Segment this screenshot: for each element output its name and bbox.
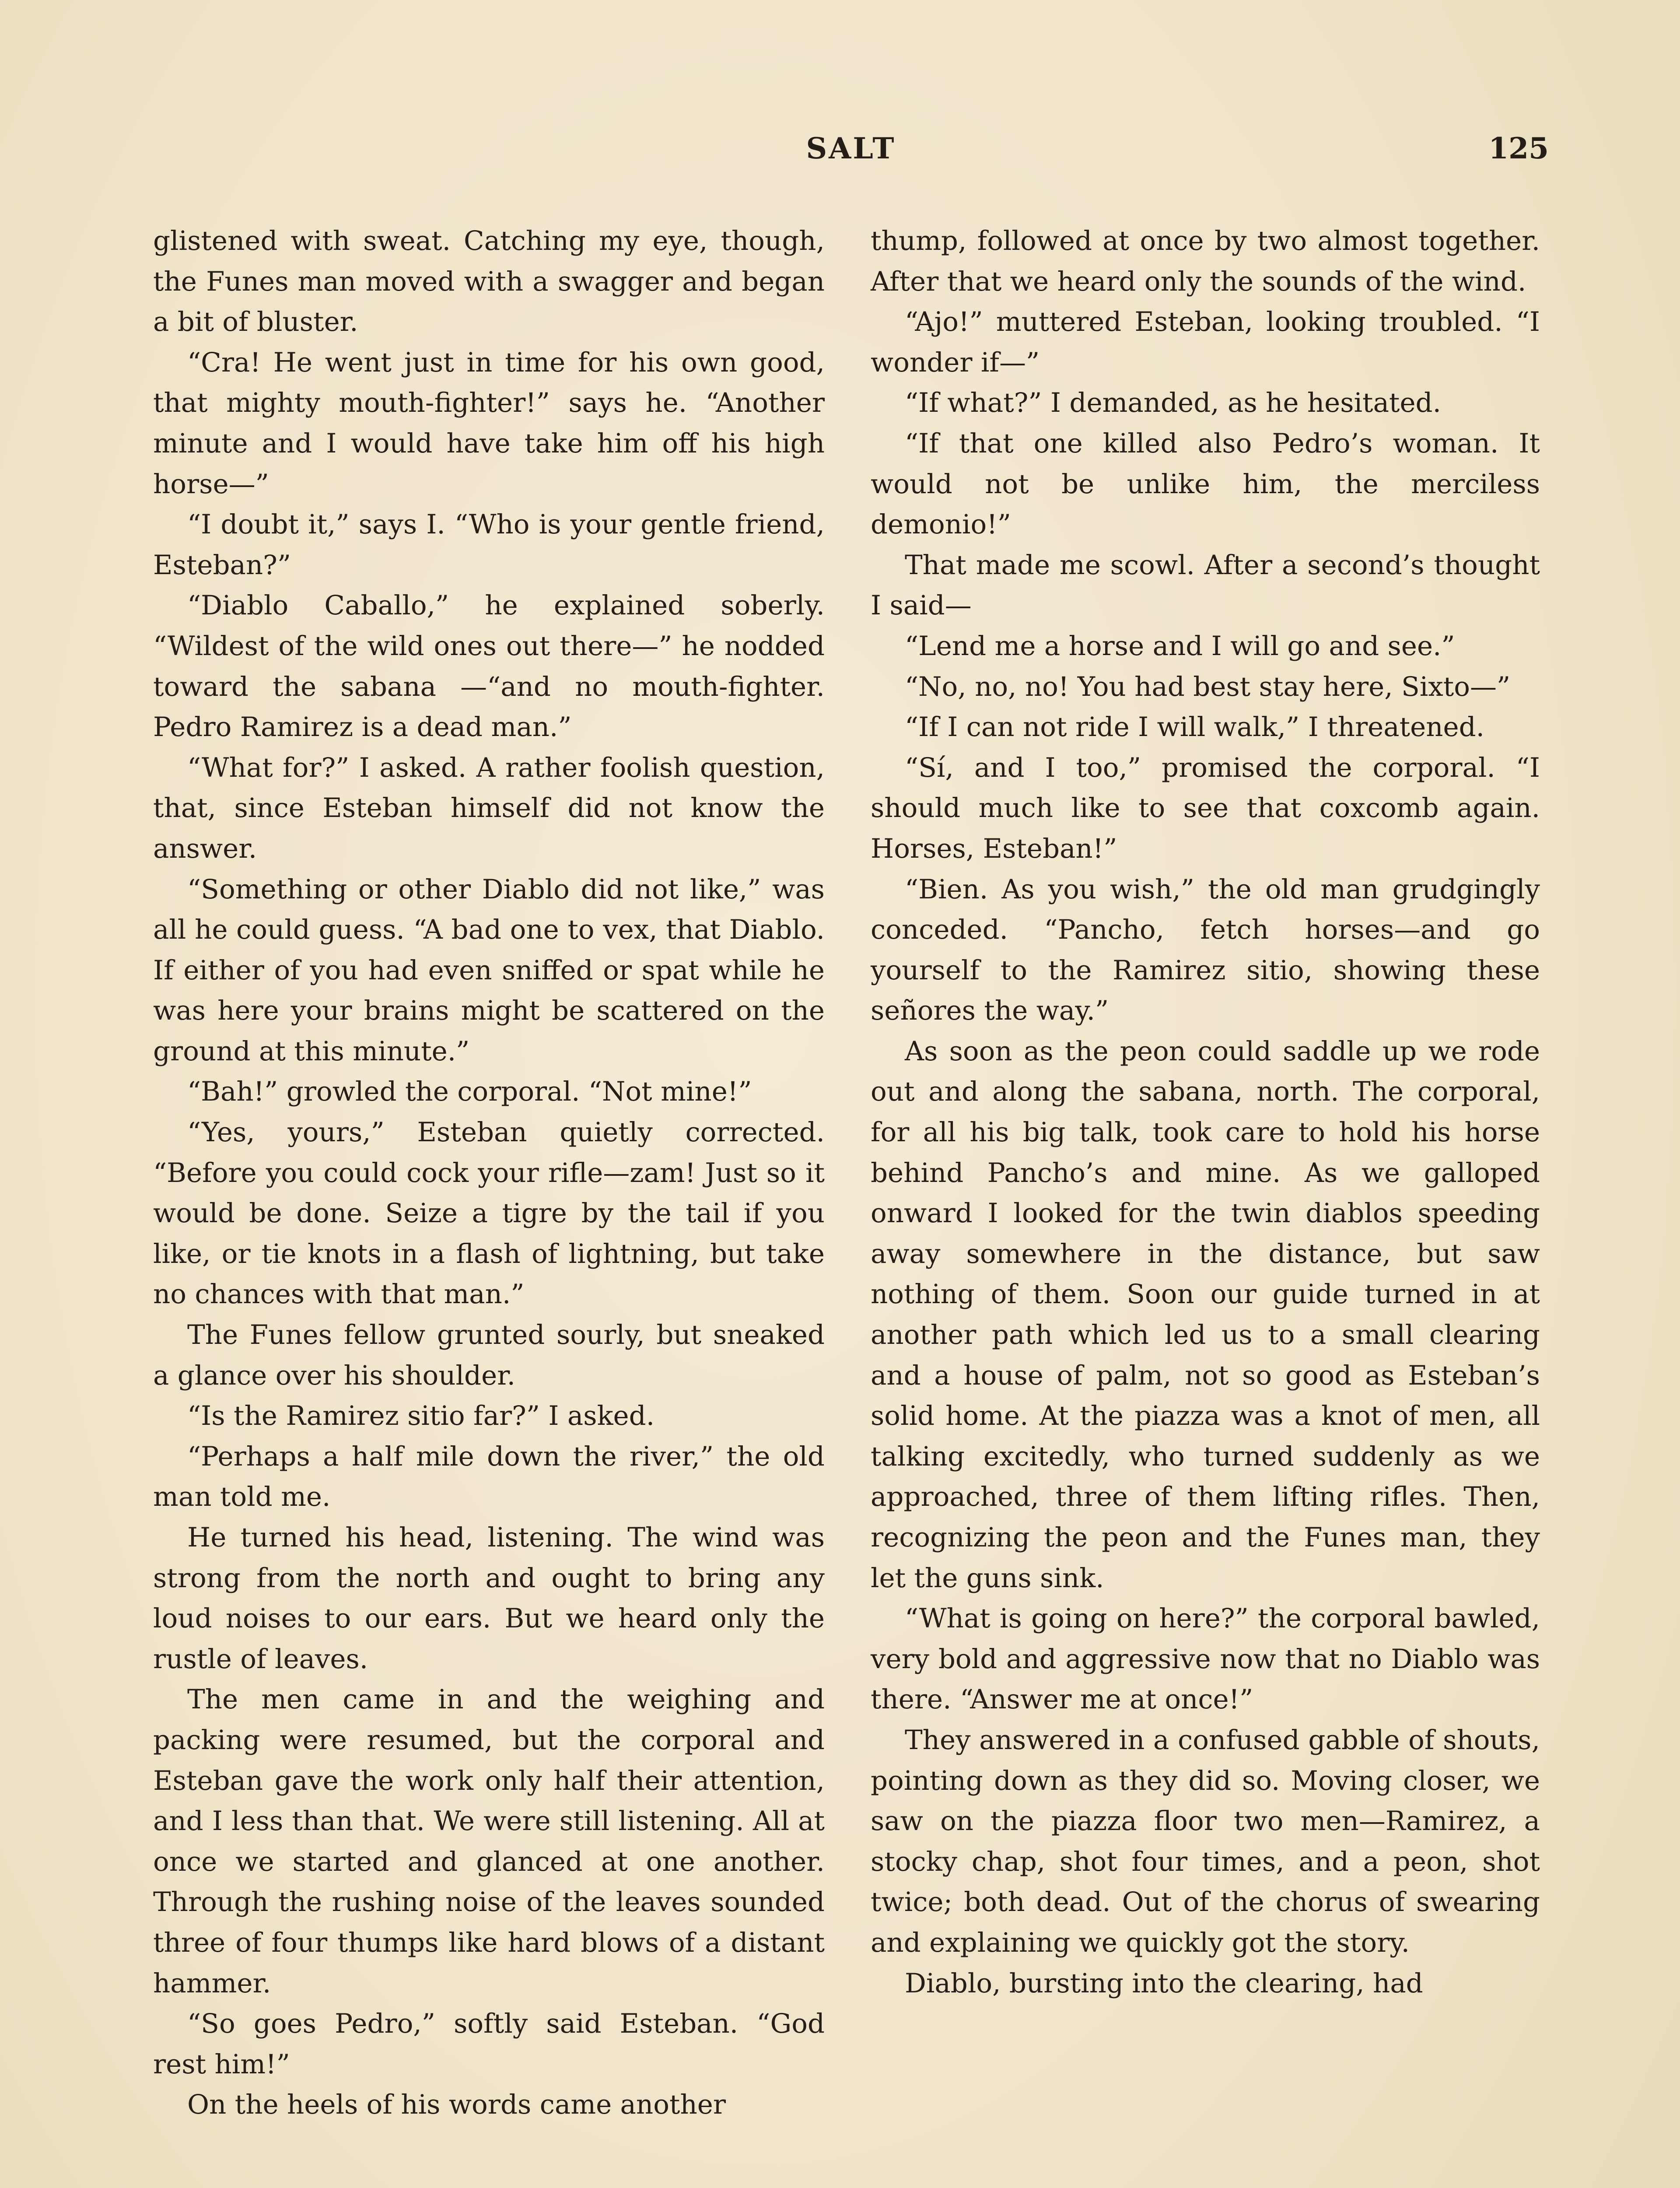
paragraph: “Diablo Caballo,” he explained soberly. “Wildest of the wild ones out there—” he nodded toward the sabana —“and no mouth-fighter. Pedro Ramirez is a dead man.” (153, 590, 825, 743)
paragraph: “If what?” I demanded, as he hesitated. (905, 387, 1441, 419)
paragraph: They answered in a confused gabble of shouts, pointing down as they did so. Moving closer, we saw on the piazza floor two men—Ramirez, a stocky chap, shot four times, and a peon, shot twice; both dead. Out of the chorus of swearing and explaining we quickly got the story. (871, 1724, 1540, 1958)
paragraph: Diablo, bursting into the clearing, had (905, 1967, 1423, 1999)
paragraph: “Ajo!” muttered Esteban, looking troubled. “I wonder if—” (871, 306, 1540, 378)
paragraph: “Is the Ramirez sitio far?” I asked. (187, 1400, 655, 1432)
paragraph: “I doubt it,” says I. “Who is your gentle friend, Esteban?” (153, 509, 825, 581)
paragraph: “Bien. As you wish,” the old man grudgingly conceded. “Pancho, fetch horses—and go yourself to the Ramirez sitio, showing these señores the way.” (871, 873, 1540, 1027)
paragraph: “If that one killed also Pedro’s woman. It would not be unlike him, the merciless demonio!” (871, 428, 1540, 540)
paragraph: “Yes, yours,” Esteban quietly corrected. “Before you could cock your rifle—zam! Just so it would be done. Seize a tigre by the tail if you like, or tie knots in a flash of lightning, but take no chances with that man.” (153, 1117, 825, 1310)
paragraph: The men came in and the weighing and packing were resumed, but the corporal and Esteban gave the work only half their attention, and I less than that. We were still listening. All at once we started and glanced at one another. Through the rushing noise of the leaves sounded three of four thumps like hard blows of a distant hammer. (153, 1684, 825, 1999)
paragraph: “Something or other Diablo did not like,” was all he could guess. “A bad one to vex, that Diablo. If either of you had even sniffed or spat while he was here your brains might be scattered on the ground at this minute.” (153, 873, 825, 1067)
paragraph: As soon as the peon could saddle up we rode out and along the sabana, north. The corporal, for all his big talk, took care to hold his horse behind Pancho’s and mine. As we galloped onward I looked for the twin diablos speeding away somewhere in the distance, but saw nothing of them. Soon our guide turned in at another path which led us to a small clearing and a house of palm, not so good as Esteban’s solid home. At the piazza was a knot of men, all talking excitedly, who turned suddenly as we approached, three of them lifting rifles. Then, recognizing the peon and the Funes man, they let the guns sink. (871, 1035, 1540, 1594)
paragraph: “What for?” I asked. A rather foolish question, that, since Esteban himself did not know the answer. (153, 752, 825, 864)
paragraph: “Bah!” growled the corporal. “Not mine!” (187, 1076, 752, 1108)
paragraph: On the heels of his words came another (187, 2089, 726, 2121)
left-column (153, 221, 825, 2125)
right-column (871, 221, 1540, 2004)
paragraph: “Sí, and I too,” promised the corporal. “I should much like to see that coxcomb again. Horses, Esteban!” (871, 752, 1540, 864)
paragraph: “Perhaps a half mile down the river,” the old man told me. (153, 1441, 825, 1513)
paragraph: glistened with sweat. Catching my eye, though, the Funes man moved with a swagger and began a bit of bluster. (153, 225, 825, 338)
running-title: SALT (806, 131, 896, 165)
paragraph: That made me scowl. After a second’s thought I said— (871, 549, 1540, 621)
paragraph: “Cra! He went just in time for his own good, that mighty mouth-fighter!” says he. “Another minute and I would have take him off his high horse—” (153, 347, 825, 500)
running-head (153, 131, 1549, 184)
paragraph: “No, no, no! You had best stay here, Sixto—” (905, 671, 1511, 702)
paragraph: “Lend me a horse and I will go and see.” (905, 630, 1455, 662)
page-number: 125 (1488, 131, 1549, 165)
paragraph: thump, followed at once by two almost together. After that we heard only the sounds of the wind. (871, 225, 1540, 297)
paragraph: “What is going on here?” the corporal bawled, very bold and aggressive now that no Diablo was there. “Answer me at once!” (871, 1603, 1540, 1715)
paragraph: He turned his head, listening. The wind was strong from the north and ought to bring any loud noises to our ears. But we heard only the rustle of leaves. (153, 1522, 825, 1675)
paragraph: “So goes Pedro,” softly said Esteban. “God rest him!” (153, 2008, 825, 2080)
paragraph: “If I can not ride I will walk,” I threatened. (905, 712, 1485, 743)
paragraph: The Funes fellow grunted sourly, but sneaked a glance over his shoulder. (153, 1319, 825, 1391)
